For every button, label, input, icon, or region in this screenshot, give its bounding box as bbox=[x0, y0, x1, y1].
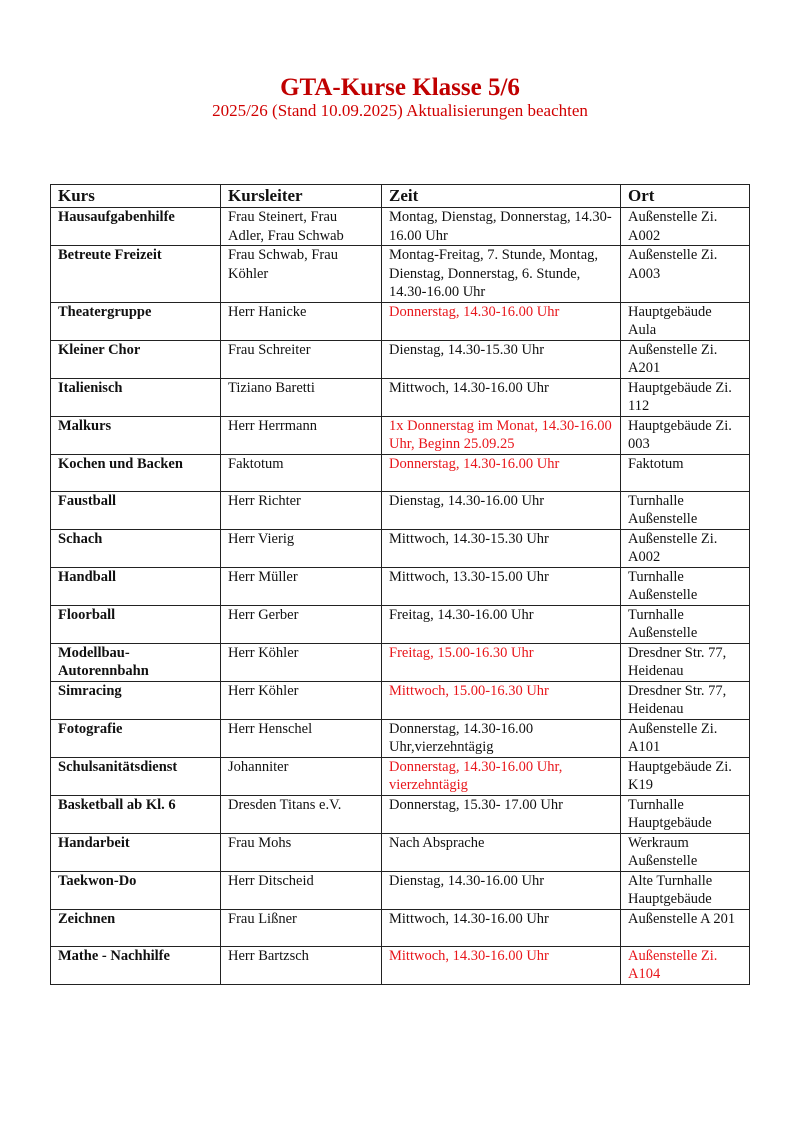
cell-zeit: Dienstag, 14.30-15.30 Uhr bbox=[382, 340, 621, 378]
table-row bbox=[51, 416, 750, 454]
cell-ort: Außenstelle Zi. A002 bbox=[621, 529, 750, 567]
cell-zeit: Montag, Dienstag, Donnerstag, 14.30-16.00 Uhr bbox=[382, 208, 621, 246]
cell-kursleiter: Herr Müller bbox=[221, 567, 382, 605]
cell-kursleiter: Faktotum bbox=[221, 454, 382, 491]
cell-kursleiter: Herr Henschel bbox=[221, 719, 382, 757]
cell-kursleiter: Dresden Titans e.V. bbox=[221, 795, 382, 833]
cell-kursleiter: Frau Schwab, Frau Köhler bbox=[221, 246, 382, 303]
cell-zeit: Nach Absprache bbox=[382, 833, 621, 871]
table-row bbox=[51, 340, 750, 378]
table-row bbox=[51, 909, 750, 946]
cell-kursleiter: Herr Köhler bbox=[221, 643, 382, 681]
cell-ort: Außenstelle Zi. A002 bbox=[621, 208, 750, 246]
cell-kurs: Faustball bbox=[51, 491, 221, 529]
cell-kurs: Theatergruppe bbox=[51, 302, 221, 340]
cell-kursleiter: Tiziano Baretti bbox=[221, 378, 382, 416]
cell-kursleiter: Frau Lißner bbox=[221, 909, 382, 946]
cell-kursleiter: Herr Herrmann bbox=[221, 416, 382, 454]
cell-ort: Hauptgebäude Zi. 112 bbox=[621, 378, 750, 416]
cell-kursleiter: Frau Schreiter bbox=[221, 340, 382, 378]
cell-kurs: Malkurs bbox=[51, 416, 221, 454]
cell-zeit: Donnerstag, 14.30-16.00 Uhr bbox=[382, 454, 621, 491]
cell-zeit: Mittwoch, 14.30-16.00 Uhr bbox=[382, 378, 621, 416]
cell-kurs: Simracing bbox=[51, 681, 221, 719]
cell-ort: Werkraum Außenstelle bbox=[621, 833, 750, 871]
cell-ort: Hauptgebäude Aula bbox=[621, 302, 750, 340]
cell-zeit: Donnerstag, 14.30-16.00 Uhr bbox=[382, 302, 621, 340]
cell-kurs: Handarbeit bbox=[51, 833, 221, 871]
column-header-kursleiter: Kursleiter bbox=[221, 185, 382, 208]
cell-ort: Außenstelle Zi. A201 bbox=[621, 340, 750, 378]
cell-kursleiter: Frau Mohs bbox=[221, 833, 382, 871]
column-header-zeit: Zeit bbox=[382, 185, 621, 208]
cell-kursleiter: Herr Richter bbox=[221, 491, 382, 529]
table-row bbox=[51, 605, 750, 643]
cell-ort: Alte Turnhalle Hauptgebäude bbox=[621, 871, 750, 909]
cell-kurs: Zeichnen bbox=[51, 909, 221, 946]
cell-zeit: Montag-Freitag, 7. Stunde, Montag, Dienstag, Donnerstag, 6. Stunde, 14.30-16.00 Uhr bbox=[382, 246, 621, 303]
cell-kurs: Handball bbox=[51, 567, 221, 605]
cell-zeit: 1x Donnerstag im Monat, 14.30-16.00 Uhr, Beginn 25.09.25 bbox=[382, 416, 621, 454]
cell-ort: Außenstelle Zi. A003 bbox=[621, 246, 750, 303]
cell-ort: Turnhalle Außenstelle bbox=[621, 491, 750, 529]
column-header-kurs: Kurs bbox=[51, 185, 221, 208]
cell-kursleiter: Herr Köhler bbox=[221, 681, 382, 719]
cell-kursleiter: Herr Vierig bbox=[221, 529, 382, 567]
cell-kurs: Kochen und Backen bbox=[51, 454, 221, 491]
cell-ort: Hauptgebäude Zi. K19 bbox=[621, 757, 750, 795]
cell-ort: Faktotum bbox=[621, 454, 750, 491]
cell-zeit: Donnerstag, 15.30- 17.00 Uhr bbox=[382, 795, 621, 833]
table-row bbox=[51, 567, 750, 605]
cell-ort: Turnhalle Außenstelle bbox=[621, 605, 750, 643]
table-row bbox=[51, 719, 750, 757]
cell-zeit: Mittwoch, 14.30-16.00 Uhr bbox=[382, 946, 621, 984]
cell-ort: Außenstelle A 201 bbox=[621, 909, 750, 946]
table-row bbox=[51, 681, 750, 719]
cell-kurs: Kleiner Chor bbox=[51, 340, 221, 378]
cell-zeit: Donnerstag, 14.30-16.00 Uhr, vierzehntägig bbox=[382, 757, 621, 795]
cell-kurs: Mathe - Nachhilfe bbox=[51, 946, 221, 984]
table-row bbox=[51, 491, 750, 529]
cell-zeit: Freitag, 15.00-16.30 Uhr bbox=[382, 643, 621, 681]
cell-ort: Turnhalle Außenstelle bbox=[621, 567, 750, 605]
courses-table bbox=[50, 184, 750, 985]
cell-kursleiter: Herr Hanicke bbox=[221, 302, 382, 340]
cell-kurs: Fotografie bbox=[51, 719, 221, 757]
cell-ort: Dresdner Str. 77, Heidenau bbox=[621, 681, 750, 719]
page-title: GTA-Kurse Klasse 5/6 bbox=[280, 74, 520, 101]
table-header-row bbox=[51, 185, 750, 208]
cell-kursleiter: Herr Ditscheid bbox=[221, 871, 382, 909]
cell-zeit: Mittwoch, 14.30-15.30 Uhr bbox=[382, 529, 621, 567]
cell-kursleiter: Frau Steinert, Frau Adler, Frau Schwab bbox=[221, 208, 382, 246]
cell-ort: Turnhalle Hauptgebäude bbox=[621, 795, 750, 833]
table-row bbox=[51, 643, 750, 681]
cell-kurs: Taekwon-Do bbox=[51, 871, 221, 909]
cell-kursleiter: Herr Bartzsch bbox=[221, 946, 382, 984]
page-subtitle: 2025/26 (Stand 10.09.2025) Aktualisierungen beachten bbox=[212, 101, 588, 120]
table-row bbox=[51, 378, 750, 416]
cell-kurs: Hausaufgabenhilfe bbox=[51, 208, 221, 246]
table-row bbox=[51, 454, 750, 491]
cell-kursleiter: Herr Gerber bbox=[221, 605, 382, 643]
table-row bbox=[51, 246, 750, 303]
cell-zeit: Freitag, 14.30-16.00 Uhr bbox=[382, 605, 621, 643]
cell-ort: Dresdner Str. 77, Heidenau bbox=[621, 643, 750, 681]
table-row bbox=[51, 833, 750, 871]
cell-ort: Hauptgebäude Zi. 003 bbox=[621, 416, 750, 454]
cell-zeit: Mittwoch, 13.30-15.00 Uhr bbox=[382, 567, 621, 605]
cell-ort: Außenstelle Zi. A104 bbox=[621, 946, 750, 984]
table-row bbox=[51, 946, 750, 984]
cell-kurs: Italienisch bbox=[51, 378, 221, 416]
cell-kurs: Modellbau-Autorennbahn bbox=[51, 643, 221, 681]
column-header-ort: Ort bbox=[621, 185, 750, 208]
table-row bbox=[51, 757, 750, 795]
cell-kurs: Schulsanitätsdienst bbox=[51, 757, 221, 795]
cell-kurs: Schach bbox=[51, 529, 221, 567]
cell-kursleiter: Johanniter bbox=[221, 757, 382, 795]
cell-zeit: Dienstag, 14.30-16.00 Uhr bbox=[382, 491, 621, 529]
cell-kurs: Betreute Freizeit bbox=[51, 246, 221, 303]
cell-zeit: Donnerstag, 14.30-16.00 Uhr,vierzehntägig bbox=[382, 719, 621, 757]
cell-kurs: Floorball bbox=[51, 605, 221, 643]
cell-kurs: Basketball ab Kl. 6 bbox=[51, 795, 221, 833]
table-row bbox=[51, 302, 750, 340]
cell-zeit: Mittwoch, 14.30-16.00 Uhr bbox=[382, 909, 621, 946]
table-row bbox=[51, 208, 750, 246]
cell-zeit: Mittwoch, 15.00-16.30 Uhr bbox=[382, 681, 621, 719]
cell-zeit: Dienstag, 14.30-16.00 Uhr bbox=[382, 871, 621, 909]
cell-ort: Außenstelle Zi. A101 bbox=[621, 719, 750, 757]
table-row bbox=[51, 795, 750, 833]
table-row bbox=[51, 871, 750, 909]
table-row bbox=[51, 529, 750, 567]
